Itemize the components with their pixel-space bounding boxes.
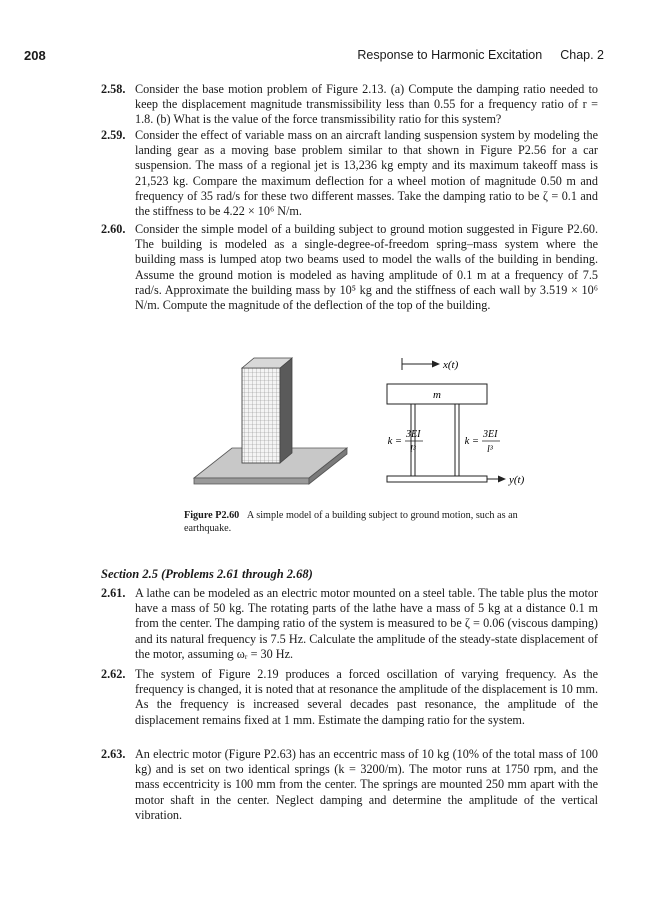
section-title: Section 2.5 (Problems 2.61 through 2.68): [101, 567, 313, 581]
problem-number: 2.63.: [101, 747, 126, 761]
building-illustration: [194, 358, 347, 484]
problem-text: The system of Figure 2.19 produces a forced oscillation of varying frequency. As the frequency is changed, it is noted that at resonance the amplitude of the displacement is 10 mm. As the frequency is increased several decades past resonance, the amplitude of the displacement remains fixed at 1 mm. Estimate the damping ratio for the system.: [135, 667, 598, 727]
running-head: [357, 48, 604, 62]
problem-2-58: [101, 82, 598, 128]
problem-text: Consider the simple model of a building subject to ground motion suggested in Figure P2.60. The building is modeled as a single-degree-of-freedom spring–mass system where the building mass is lumped atop two beams used to model the walls of the building in bending. Assume the ground motion is modeled as having amplitude of 0.1 m at a frequency of 7.5 rad/s. Approximate the building mass by 10⁵ kg and the stiffness of each wall by 3.519 × 10⁶ N/m. Compute the magnitude of the deflection of the top of the building.: [135, 222, 598, 313]
ei-label-left: 3EI: [406, 429, 421, 440]
running-title: Response to Harmonic Excitation: [357, 48, 543, 62]
y-label: y(t): [509, 474, 525, 486]
problem-2-63: [101, 747, 598, 823]
k-label-left: k =: [387, 436, 402, 447]
figure-caption: [184, 509, 554, 535]
l3-label-left: l³: [410, 444, 416, 455]
caption-text: A simple model of a building subject to ground motion, such as an earthquake.: [184, 510, 518, 534]
problem-2-61: [101, 586, 598, 662]
l3-label-right: l³: [487, 444, 493, 455]
caption-label: Figure P2.60: [184, 510, 240, 521]
problem-number: 2.59.: [101, 128, 126, 142]
problem-text: A lathe can be modeled as an electric motor mounted on a steel table. The table plus the motor have a mass of 50 kg. The rotating parts of the lathe have a mass of 5 kg at a distance 0.1 m from the center. The damping ratio of the system is measured to be ζ = 0.06 (viscous damping) and its natural frequency is 7.5 Hz. Calculate the amplitude of the steady-state displacement of the motor, assuming ωᵣ = 30 Hz.: [135, 586, 598, 661]
k-label-right: k =: [464, 436, 479, 447]
problem-number: 2.58.: [101, 82, 126, 96]
page-number: 208: [24, 48, 46, 63]
problem-2-60: [101, 222, 598, 313]
problem-number: 2.60.: [101, 222, 126, 236]
problem-text: Consider the base motion problem of Figure 2.13. (a) Compute the damping ratio needed to keep the displacement magnitude transmissibility less than 0.55 for a frequency ratio of r = 1.8. (b) What is the value of the force transmissibility ratio for this system?: [135, 82, 598, 127]
problem-2-62: [101, 667, 598, 728]
problem-number: 2.61.: [101, 586, 126, 600]
problem-text: Consider the effect of variable mass on an aircraft landing suspension system by modeling the landing gear as a moving base problem similar to that shown in Figure P2.56 for a car suspension. The mass of a regional jet is 13,236 kg empty and its maximum takeoff mass is 21,523 kg. Compare the maximum deflection for a wheel motion of magnitude 0.50 m and frequency of 35 rad/s for these two different masses. Take the damping ratio to be ζ = 0.1 and the stiffness to be 4.22 × 10⁶ N/m.: [135, 128, 598, 219]
chapter-label: Chap. 2: [560, 48, 604, 62]
x-label: x(t): [443, 359, 459, 371]
problem-2-59: [101, 128, 598, 219]
ei-label-right: 3EI: [483, 429, 498, 440]
problem-text: An electric motor (Figure P2.63) has an eccentric mass of 10 kg (10% of the total mass of 100 kg) and is set on two identical springs (k = 3200/m). The motor runs at 1750 rpm, and the mass eccentricity is 100 mm from the center. The springs are mounted 250 mm apart with the motor shaft in the center. Neglect damping and determine the amplitude of the vertical vibration.: [135, 747, 598, 822]
problem-number: 2.62.: [101, 667, 126, 681]
figure-p2-60: [180, 348, 550, 508]
spring-mass-schematic: [387, 358, 525, 486]
mass-label: m: [433, 389, 441, 401]
